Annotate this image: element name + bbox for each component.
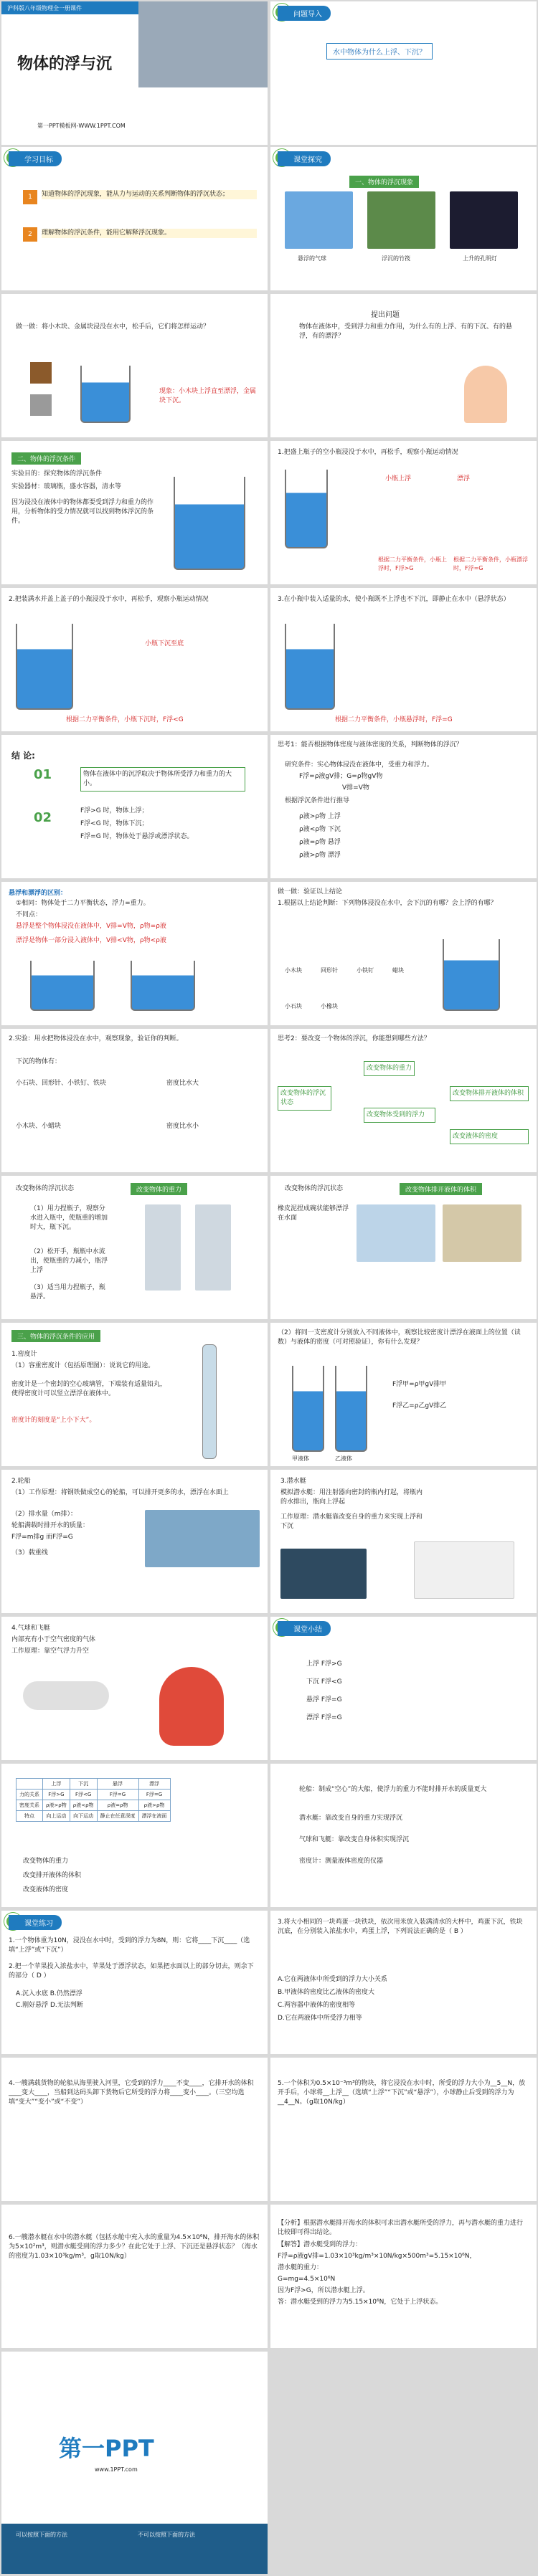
- slide-exp2: [1, 588, 268, 731]
- slide-balloon: [1, 1617, 268, 1760]
- num-01: 01: [34, 767, 52, 782]
- text: 内部充有小于空气密度的气体: [11, 1636, 96, 1643]
- option: C.刚好悬浮 D.无法判断: [16, 2002, 83, 2009]
- text: ①相同：物体处于二力平衡状态，浮力=重力。: [16, 900, 150, 907]
- text: 实验目的：探究物体的浮沉条件: [11, 470, 103, 477]
- slide-practice-3: [270, 1911, 537, 2054]
- text: 改变排开液体的体积: [23, 1872, 82, 1879]
- slide-try: [1, 294, 268, 437]
- text: 潜水艇：靠改变自身的重力实现浮沉: [299, 1815, 403, 1822]
- metal-block: [30, 394, 52, 416]
- node: 改变物体排开液体的体积: [450, 1086, 529, 1101]
- slide-density: [270, 735, 537, 878]
- text: 气球和飞艇：靠改变自身体积实现浮沉: [299, 1836, 410, 1843]
- text: 密度比水小: [166, 1123, 199, 1130]
- num-1: 1: [23, 190, 37, 204]
- item: 小木块: [285, 967, 302, 974]
- slide-goals: [1, 147, 268, 290]
- slide-experiment: [1, 1029, 268, 1172]
- result: 根据二力平衡条件，小瓶下沉时，F浮<G: [66, 716, 184, 723]
- question: 1.把盛上瓶子的空小瓶浸没于水中，再松手，观察小瓶运动情况: [278, 449, 458, 456]
- text: 潜水艇的重力：: [278, 2264, 324, 2271]
- page-title: 物体的浮与沉: [17, 55, 113, 73]
- text: 改变液体的密度: [23, 1886, 69, 1893]
- heading: 3.潜水艇: [280, 1478, 306, 1485]
- diagram: [414, 1541, 514, 1599]
- slide-practice-5: [270, 2058, 537, 2201]
- question: 3.将大小相同的一块鸡蛋一块铁块，依次用米放入装满清水的大杯中，鸡蛋下沉，铁块沉底，在分别装入浓盐水中，鸡蛋上浮，下列说法正确的是（ B ）: [278, 1919, 523, 1936]
- heading: 做一做：验证以上结论: [278, 888, 343, 895]
- girl-illustration: [464, 366, 507, 423]
- text: 工作原理：靠空气浮力升空: [11, 1648, 90, 1655]
- lantern-photo: [450, 191, 518, 249]
- beaker: [174, 477, 245, 570]
- label: 漂浮: [457, 475, 471, 483]
- balloon-photo: [285, 191, 353, 249]
- clay-photo: [443, 1204, 522, 1262]
- text: 因为浸没在液体中的物体都要受到浮力和重力的作用，分析物体的受力情况就可以找到物体浮沉的条件。: [11, 499, 154, 526]
- beaker: [335, 1366, 367, 1452]
- text: 轮船：制成“空心”的大船，使浮力的重力不能时排开水的质量更大: [299, 1786, 487, 1793]
- item: 小橡块: [321, 1003, 338, 1009]
- slide-change-weight: [1, 1176, 268, 1319]
- relation: ρ液>ρ物 漂浮: [299, 852, 341, 859]
- text: 小石块、回形针、小铁钉、铁块: [16, 1080, 107, 1087]
- footer-text: 不可以按照下面的方法: [138, 2532, 195, 2538]
- item: 小石块: [285, 1003, 302, 1009]
- slide-solution: [270, 2205, 537, 2348]
- text: 根据浮沉条件进行推导: [285, 797, 350, 804]
- num-02: 02: [34, 810, 52, 825]
- beaker: [131, 961, 195, 1011]
- airship-image: [23, 1681, 109, 1710]
- summary-table: 上浮 下沉 悬浮 漂浮 力的关系 F浮>G F浮<G F浮=G F浮=G 密度关系 ρ液>ρ物 ρ液<ρ物 ρ液=ρ物 ρ液>ρ物 特点 向上运动 向下运动 静止在任意深度 漂浮在液面: [16, 1778, 171, 1822]
- conclusion-2c: F浮=G 时，物体处于悬浮或漂浮状态。: [80, 833, 194, 840]
- raft-photo: [367, 191, 435, 249]
- text: 悬浮是整个物体浸没在液体中，V排=V物，ρ物=ρ液: [16, 923, 166, 930]
- text: 【解答】潜水艇受到的浮力：: [278, 2241, 362, 2248]
- question: 1.一个物体重为10N，浸没在水中时，受到的浮力为8N，则：它将____下沉____（选填“上浮”或“下沉”）: [9, 1937, 250, 1954]
- text: 小木块、小蜡块: [16, 1123, 62, 1130]
- text: 密度计：测量液体密度的仪器: [299, 1858, 384, 1865]
- slide-practice-6: [1, 2205, 268, 2348]
- item: 回形针: [321, 967, 338, 974]
- slide-applications: [270, 1764, 537, 1907]
- clay-photo: [357, 1204, 435, 1262]
- text: 不同点：: [16, 911, 42, 918]
- ship-photo: [145, 1510, 260, 1567]
- text: 工作原理：潜水艇靠改变自身的重力来实现上浮和下沉: [280, 1513, 423, 1531]
- slide-problem: [270, 294, 537, 437]
- text: 密度计的刻度是“上小下大”。: [11, 1417, 96, 1424]
- url: www.1PPT.com: [95, 2466, 138, 2473]
- text: F浮=ρ液gV排=1.03×10³kg/m³×10N/kg×500m³=5.15×10⁶N，: [278, 2253, 476, 2260]
- node: 改变物体的重力: [364, 1061, 415, 1076]
- heading: 1.密度计: [11, 1351, 37, 1358]
- question: 6.一艘潜水艇在水中的潜水艇（包括水舱中充入水的重量为4.5×10⁶N，排开海水的体积为5×10²m³，则潜水艇受到的浮力多少？在此它处于上浮、下沉还是悬浮状态？（海水的密度为1.03×10³kg/m³，g取10N/kg）: [9, 2234, 260, 2261]
- heading: 改变物体的浮沉状态: [16, 1185, 75, 1192]
- answer: 现象：小木块上浮直至漂浮，金属块下沉。: [159, 388, 257, 405]
- text: 研究条件：实心物体浸没在液体中，受重力和浮力。: [285, 761, 434, 769]
- slide-intro: [270, 1, 537, 145]
- summary-item: 漂浮 F浮=G: [306, 1714, 342, 1721]
- question: 思考2：要改变一个物体的浮沉，你能想到哪些方法？: [278, 1035, 430, 1042]
- beaker: [292, 1366, 324, 1452]
- section-bar: 三、物体的浮沉条件的应用: [11, 1330, 100, 1342]
- bottle-photo: [145, 1204, 181, 1291]
- slide-practice-4: [1, 2058, 268, 2201]
- caption: 甲液体: [292, 1455, 309, 1462]
- heading: 悬浮和漂浮的区别：: [9, 890, 67, 897]
- beaker: [285, 470, 328, 548]
- relation: ρ液<ρ物 下沉: [299, 826, 341, 833]
- slide-conclusion: [1, 735, 268, 878]
- root-node: 改变物体的浮沉状态: [278, 1086, 331, 1111]
- text: 改变物体的重力: [23, 1858, 69, 1865]
- slide-verify: [270, 882, 537, 1025]
- summary-item: 上浮 F浮>G: [306, 1660, 342, 1668]
- heading: 结 论:: [11, 751, 35, 761]
- text: 实验器材：玻璃瓶，盛水容器，清水等: [11, 483, 122, 490]
- slide-hydrometer: [1, 1323, 268, 1466]
- text: （1）容重密度计（包括原理图）：说说它的用途。: [11, 1362, 155, 1369]
- text: 因为F浮>G，所以潜水艇上浮。: [278, 2287, 369, 2294]
- question: 做一做：将小木块、金属块浸没在水中，松手后，它们将怎样运动？: [16, 323, 210, 331]
- question: 3.在小瓶中装入适量的水，使小瓶既不上浮也不下沉，即静止在水中（悬浮状态）: [278, 596, 510, 603]
- text: 模拟潜水艇：用注射器向密封的瓶内打起，将瓶内的水排出，瓶向上浮起: [280, 1489, 423, 1506]
- result: 根据二力平衡条件，小瓶悬浮时，F浮=G: [335, 716, 453, 723]
- goal-2: 理解物体的浮沉条件，能用它解释浮沉现象。: [42, 229, 257, 238]
- text: 下沉的物体有：: [16, 1058, 62, 1065]
- slide-difference: [1, 882, 268, 1025]
- caption: 乙液体: [335, 1455, 352, 1462]
- slide-exp1: [270, 441, 537, 584]
- text: （2）松开手，瓶瓶中水流出，使瓶重的力减小，瓶浮上浮: [30, 1248, 108, 1275]
- conclusion-2a: F浮>G 时，物体上浮；: [80, 807, 148, 814]
- slide-ship: [1, 1470, 268, 1613]
- text: F浮=m排g 而F浮=G: [11, 1534, 73, 1541]
- question: 思考1：能否根据物体密度与液体密度的关系，判断物体的浮沉？: [278, 741, 463, 748]
- section-bar: 二、物体的浮沉条件: [11, 452, 81, 465]
- text: G=mg=4.5×10⁶N: [278, 2276, 336, 2283]
- section-bar: 一、物体的浮沉现象: [349, 176, 419, 188]
- text: 密度计是一个密封的空心玻璃管，下端装有适量铅丸，使得密度计可以竖立漂浮在液体中。: [11, 1381, 167, 1398]
- summary-item: 下沉 F浮<G: [306, 1678, 342, 1686]
- beaker: [443, 939, 500, 1011]
- conclusion-2b: F浮<G 时，物体下沉；: [80, 820, 148, 827]
- header: 课堂小结: [278, 1621, 331, 1635]
- header: 课堂练习: [9, 1915, 62, 1929]
- text: 密度比水大: [166, 1080, 199, 1087]
- beaker: [80, 366, 131, 423]
- header: 课堂探究: [278, 151, 331, 166]
- item: 小铁钉: [357, 967, 374, 974]
- question-box: 水中物体为什么上浮、下沉？: [326, 43, 433, 60]
- formula: F浮=ρ液gV排；G=ρ物gV物: [299, 773, 383, 780]
- text: 橡皮泥捏成碗状能够漂浮在水面: [278, 1205, 349, 1222]
- num-2: 2: [23, 227, 37, 242]
- wood-block: [30, 362, 52, 384]
- heading: 提出问题: [371, 311, 400, 319]
- question: 2.实验：用水把物体浸没在水中，观察现象，验证你的判断。: [9, 1035, 183, 1042]
- question: 物体在液体中，受到浮力和重力作用，为什么有的上浮、有的下沉、有的悬浮，有的漂浮？: [299, 323, 513, 341]
- option: A.沉入水底 B.仍然漂浮: [16, 1990, 82, 1997]
- section-bar: 改变物体排开液体的体积: [400, 1183, 482, 1195]
- text: （1）工作原理：将钢铁做成空心的轮船，可以排开更多的水，漂浮在水面上: [11, 1489, 229, 1496]
- question: （2）将同一支密度计分别放入不同液体中，观察比较密度计漂浮在液面上的位置（读数）与液体的密度（可对照验证），你有什么发现？: [278, 1329, 521, 1346]
- option: A.它在两液体中所受到的浮力大小关系: [278, 1976, 387, 1983]
- result: 根据二力平衡条件，小瓶漂浮时，F浮=G: [453, 556, 528, 571]
- summary-item: 悬浮 F浮=G: [306, 1696, 342, 1703]
- conclusion-1: 物体在液体中的沉浮取决于物体所受浮力和重力的大小。: [80, 767, 245, 792]
- slide-summary: [270, 1617, 537, 1760]
- formula: F浮甲=ρ甲gV排甲: [392, 1381, 447, 1388]
- slide-conditions: [1, 441, 268, 584]
- section-bar: 改变物体的重力: [131, 1183, 187, 1195]
- beaker: [30, 961, 95, 1011]
- balloon-image: [159, 1667, 224, 1746]
- slide-exp3: [270, 588, 537, 731]
- footer-text: 可以按照下面的方法: [16, 2532, 67, 2538]
- question: 2.把一个苹果投入浓盐水中，苹果处于漂浮状态，如果把水面以上的部分切去，则余下的部分（ D ）: [9, 1963, 254, 1980]
- text: （2）排水量（m排）：: [11, 1511, 77, 1518]
- label: 小瓶下沉至底: [145, 640, 184, 647]
- label: 小瓶上浮: [385, 475, 412, 483]
- question: 5.一个体积为0.5×10⁻³m³的物块，将它浸没在水中时，所受的浮力大小为__5__N，放开手后，小球将__上浮__（选填“上浮”“下沉”或“悬浮”），小球静止后受到的浮力为__4__N。（g取10N/kg）: [278, 2080, 526, 2106]
- option: D.它在两液体中所受浮力相等: [278, 2015, 362, 2022]
- question: 4.一艘满载货物的轮船从海里驶入河里，它受到的浮力____不变____，它排开水的体积____变大____，当船到达码头卸下货物后它所受的浮力将____变小____。（三空均选填“变大”“变小”或“不变”）: [9, 2080, 254, 2106]
- text: 【分析】根据潜水艇排开海水的体积可求出潜水艇所受的浮力，再与潜水艇的重力进行比较即可得出结论。: [278, 2220, 524, 2237]
- item: 蜡块: [392, 967, 404, 974]
- relation: ρ液>ρ物 上浮: [299, 813, 341, 820]
- text: 轮船满载时排开水的质量：: [11, 1522, 90, 1529]
- slide-brand: [1, 2352, 268, 2574]
- header: 学习目标: [9, 151, 62, 166]
- option: C.两容器中液体的密度相等: [278, 2002, 356, 2009]
- goal-1: 知道物体的浮沉现象，能从力与运动的关系判断物体的浮沉状态；: [42, 190, 257, 199]
- beaker: [16, 624, 73, 710]
- heading: 4.气球和飞艇: [11, 1625, 50, 1632]
- caption: 上升的孔明灯: [463, 255, 497, 262]
- text: （3）适当用力捏瓶子，瓶悬浮。: [30, 1284, 105, 1301]
- relation: ρ液=ρ物 悬浮: [299, 839, 341, 846]
- text: （3）载重线: [11, 1549, 48, 1556]
- caption: 悬浮的气球: [298, 255, 326, 262]
- text: 漂浮是物体一部分浸入液体中，V排<V物，ρ物<ρ液: [16, 937, 166, 944]
- slide-explore: [270, 147, 537, 290]
- top-label: 沪科版八年级物理全一册课件: [7, 5, 82, 11]
- slide-methods: [270, 1029, 537, 1172]
- option: B.甲液体的密度比乙液体的密度大: [278, 1989, 375, 1996]
- submarine-photo: [280, 1549, 367, 1599]
- result: 根据二力平衡条件，小瓶上浮时，F浮>G: [378, 556, 447, 571]
- question: 1.根据以上结论判断：下列物体浸没在水中，会下沉的有哪？会上浮的有哪？: [278, 900, 497, 907]
- slide-practice: [1, 1911, 268, 2054]
- hydrometer-image: [202, 1344, 217, 1459]
- heading: 改变物体的浮沉状态: [285, 1185, 344, 1192]
- node: 改变物体受到的浮力: [364, 1108, 435, 1123]
- photo: [138, 1, 268, 87]
- logo: 第一PPT: [59, 2435, 154, 2462]
- bottle-photo: [195, 1204, 231, 1291]
- slide-table: [1, 1764, 268, 1907]
- formula: F浮乙=ρ乙gV排乙: [392, 1402, 447, 1410]
- slide-hydrometer-2: [270, 1323, 537, 1466]
- caption: 浮沉的竹筏: [382, 255, 410, 262]
- header: 问题导入: [278, 6, 331, 20]
- slide-change-volume: [270, 1176, 537, 1319]
- beaker: [285, 624, 335, 710]
- formula: V排=V物: [342, 784, 369, 792]
- slide-title: [1, 1, 268, 145]
- brand-text: 第一PPT模板网-WWW.1PPT.COM: [37, 123, 126, 129]
- question: 2.把装满水并盖上盖子的小瓶浸没于水中，再松手，观察小瓶运动情况: [9, 596, 209, 603]
- heading: 2.轮船: [11, 1478, 31, 1485]
- slide-submarine: [270, 1470, 537, 1613]
- text: 答：潜水艇受到的浮力为5.15×10⁶N，它处于上浮状态。: [278, 2299, 443, 2306]
- node: 改变液体的密度: [450, 1129, 529, 1144]
- text: （1）用力捏瓶子，观察分水进入瓶中，使瓶重的增加时大，瓶下沉。: [30, 1205, 108, 1232]
